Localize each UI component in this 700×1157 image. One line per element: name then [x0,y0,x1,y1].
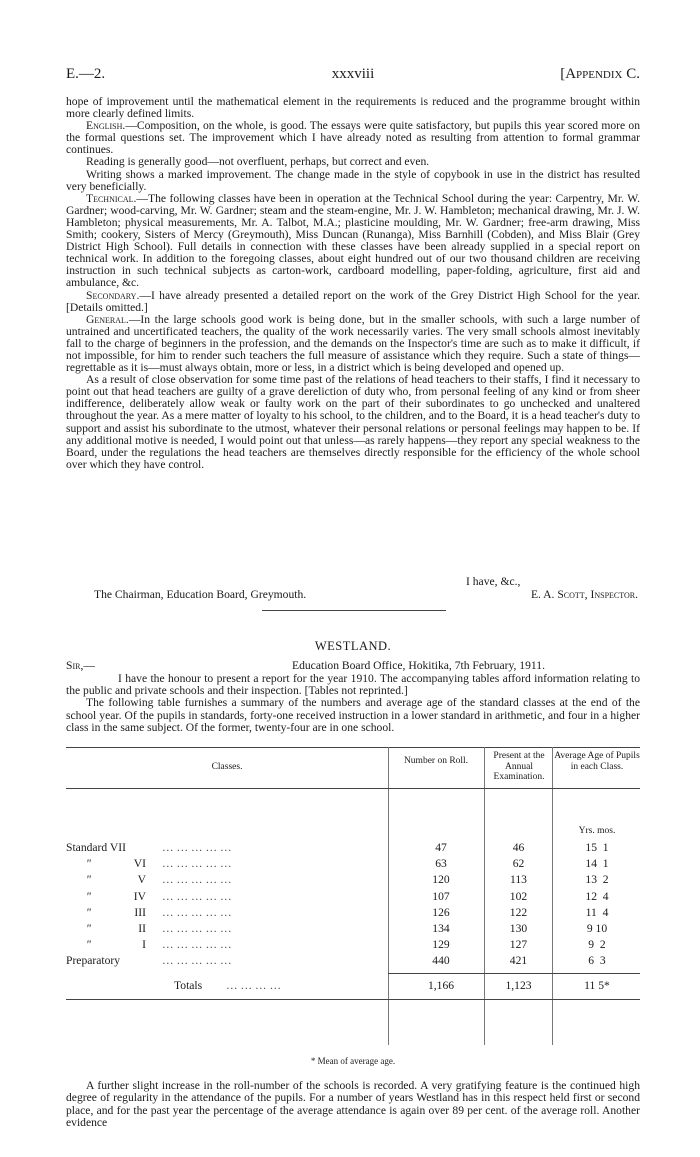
ditto-mark: " [86,857,91,871]
paragraph-text: —Composition, on the whole, is good. The essays were quite satisfactory, but pupils this year scored more on the formal questions set. The improvement which I have already noted as resulting from attention to formal grammar continues. [66,119,640,157]
header-classes: Classes. [211,762,243,772]
roll-value: 440 [432,954,450,968]
ditto-mark: " [86,922,91,935]
paragraph: I have the honour to present a report for the year 1910. The accompanying tables afford information relating to the public and private schools and their inspection. [Tables not reprinted.] [66,672,640,698]
age-value: 11 4 [585,905,609,919]
closing: I have, &c., [466,575,521,588]
roll-value: 129 [432,938,450,952]
roll-value: 120 [432,873,450,887]
salutation: Sir,— [66,659,95,672]
present-value: 130 [509,922,528,935]
addressee: The Chairman, Education Board, Greymouth. [94,588,307,601]
ditto-mark: " [86,889,91,903]
table-row [66,906,640,918]
header-right: [Appendix C. [560,66,640,82]
paragraph: The following table furnishes a summary of the numbers and average age of the standard classes at the end of the school year. Of the pupils in standards, forty-one received instruction in a lower standard in arithmetic, and four in a higher class in the same subject. Of the former, twenty-four are in one school. [66,696,640,734]
paragraph-english [66,120,640,156]
present-value: 127 [509,938,528,952]
class-name: II [138,922,146,935]
totals-row [66,979,640,991]
present-value: 122 [509,905,528,919]
roll-value: 107 [432,889,450,903]
class-name: Standard VII [66,841,126,854]
section-label: English. [86,119,126,133]
leader-dots: … … … … … [162,905,232,919]
leader-dots: … … … … … [162,954,232,968]
leader-dots: … … … … [226,979,282,992]
paragraph-text: —I have already presented a detailed report on the work of the Grey District High School for the year. [Details omitted.] [66,288,640,314]
paragraph-text: —In the large schools good work is being done, but in the smaller schools, with such a large number of untrained and uncertificated teachers, the quality of the work necessarily varies. The very small schools almost inevitably fall to the charge of beginners in the profession, and the demands on the Inspector's time are such as to make it difficult, if not impossible, for him to render such teachers the full measure of assistance which they require. Such a state of things—regrettable as it is—must always obtain, more or less, in a district which is being developed and opened up. [66,312,640,375]
roll-value: 63 [435,857,447,871]
class-name: IV [133,889,146,903]
paragraph: As a result of close observation for some time past of the relations of head teachers to their staffs, I find it necessary to point out that head teachers are guilty of a grave dereliction of duty who, from personal feeling of any kind or from sheer indifference, deliberately allow weak or faulty work on the part of their subordinates to go unchecked and unaltered throughout the year. As a mere matter of loyalty to his school, to the children, and to the Board, it is a head teacher's duty to support and assist his subordinate to the utmost, whatever their personal relations or personal feelings may happen to be. If any additional motive is needed, I would point out that unless—as rarely happens—they report any special weakness to the Board, under the regulations the head teachers are themselves directly responsible for the efficiency of the whole school over which they have control. [66,373,640,471]
roll-value: 47 [435,841,447,854]
totals-label: Totals [174,979,203,992]
totals-present: 1,123 [505,979,532,992]
table-row [66,890,640,902]
age-units: Yrs. mos. [578,826,616,836]
paragraph: Reading is generally good—not overfluent, perhaps, but correct and even. [86,155,430,169]
leader-dots: … … … … … [162,938,232,952]
ditto-mark: " [86,873,91,887]
age-value: 15 1 [585,841,609,854]
table-bottom-rule [66,999,640,1000]
age-value: 6 3 [588,954,606,968]
paragraph-technical [66,193,640,290]
present-value: 421 [509,954,528,968]
page-number: xxxviii [331,66,375,82]
table-row [66,857,640,869]
westland-report-body [66,660,640,734]
section-divider [262,610,446,611]
leader-dots: … … … … … [162,841,232,854]
header-present: Present at the Annual Examination. [493,751,545,782]
age-value: 12 4 [585,889,609,903]
letter-heading [66,660,640,673]
section-label: General. [86,312,129,326]
totals-roll: 1,166 [427,979,455,992]
class-name: Preparatory [66,954,121,968]
dateline: Education Board Office, Hokitika, 7th February, 1911. [292,659,545,672]
paragraph-text: —The following classes have been in operation at the Technical School during the year: Carpentry, Mr. W. Gardner; wood-carving, Mr. W. Gardner; steam and the steam-engine, Mr. J. W. Hambleton; mechanical drawing, Mr. J. W. Hambleton; physical measurements, Mr. A. Talbot, M.A.; plasticine moulding, Mr. W. Gardner; free-arm drawing, Miss Smith; cookery, Sisters of Mercy (Greymouth), Miss Duncan (Runanga), Miss Barnhill (Cobden), and Miss Blair (Grey District High School). Full details in connection with these classes have been already supplied in a special report on technical work. In addition to the foregoing classes, about eight hundred out of our two thousand children are receiving instruction in such technical subjects as carton-work, cardboard modelling, paper-folding, agriculture, first aid and ambulance, &c. [66,191,640,290]
class-name: I [142,938,146,952]
roll-value: 134 [432,922,450,935]
table-row [66,938,640,950]
ditto-mark: " [86,905,91,919]
age-value: 9 10 [586,922,608,935]
present-value: 62 [512,857,525,871]
table-row [66,841,640,853]
age-value: 13 2 [585,873,609,887]
signature-block [66,575,640,602]
leader-dots: … … … … … [162,922,232,935]
roll-value: 126 [432,905,450,919]
leader-dots: … … … … … [162,889,232,903]
table-row [66,873,640,885]
table-top-rule [66,747,640,748]
totals-age: 11 5* [584,979,610,992]
signature: E. A. Scott, Inspector. [530,588,638,601]
class-name: VI [133,857,146,871]
class-name: V [137,873,146,887]
class-name: III [134,905,146,919]
paragraph: A further slight increase in the roll-number of the schools is recorded. A very gratifying feature is the continued high degree of regularity in the attendance of the pupils. For a number of years Westland has in this respect held first or second place, and for the past year the percentage of the average attendance is again over 89 per cent. of the average roll. Another evidence [66,1079,640,1130]
paragraph: hope of improvement until the mathematical element in the requirements is reduced and the programme brought within more clearly defined limits. [66,95,640,121]
table-row [66,922,640,934]
age-value: 9 2 [588,938,606,952]
ditto-mark: " [86,938,91,952]
table-footnote: * Mean of average age. [310,1056,396,1066]
age-value: 14 1 [585,857,609,871]
header-roll: Number on Roll. [403,756,469,766]
section-label: Technical. [86,191,137,205]
section-label: Secondary. [86,288,140,302]
header-age: Average Age of Pupils in each Class. [554,751,640,772]
present-value: 113 [510,873,527,887]
paragraph-general [66,314,640,374]
closing-paragraph-block [66,1080,640,1130]
header-left: E.—2. [66,66,106,82]
leader-dots: … … … … … [162,873,232,887]
grey-report-body [66,96,640,471]
totals-rule [388,973,640,974]
page-header [66,66,640,86]
paragraph: Writing shows a marked improvement. The change made in the style of copybook in use in the district has resulted very beneficially. [66,167,640,193]
present-value: 102 [509,889,528,903]
leader-dots: … … … … … [162,857,232,871]
header-bottom-rule [66,788,640,789]
section-title: WESTLAND. [314,639,392,653]
paragraph-secondary [66,290,640,314]
table-row [66,954,640,966]
present-value: 46 [512,841,525,854]
